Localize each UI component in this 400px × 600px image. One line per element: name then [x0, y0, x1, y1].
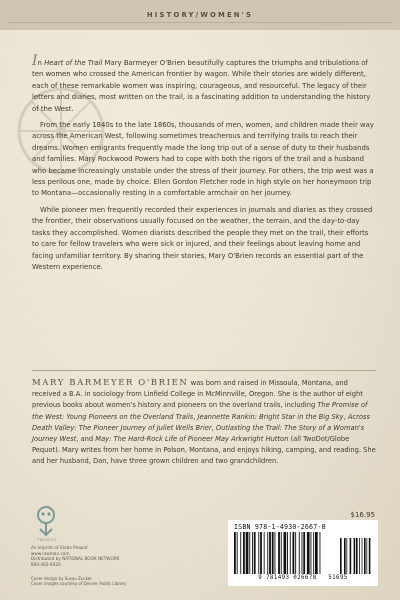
author-bio: MARY BARMEYER O'BRIEN was born and raised in Missoula, Montana, and received a B.A. in sociology from Linfield College in McMinnville, Oregon. She is the author of eight previous books about women's history and pioneers on the overland trails, including The Promise of the West: Young Pioneers on the Overland Trails, Jeannette Rankin: Bright Star in the Big Sky, Across Death Valley: The Pioneer Journey of Juliet Wells Brier, Outlasting the Trail: The Story of a Woman's Journey West, and May: The Hard-Rock Life of Pioneer May Arkwright Hutton (all TwoDot/Globe Pequot). Mary writes from her home in Polson, Montana, and enjoys hiking, camping, and reading. She and her husband, Dan, have three grown children and two grandchildren.	[32, 378, 376, 466]
barcode-bar	[258, 532, 259, 574]
isbn-barcode	[228, 520, 378, 586]
previous-book-title: May: The Hard-Rock Life of Pioneer May Arkwright Hutton	[95, 435, 289, 444]
barcode-bar	[264, 532, 265, 574]
previous-book-title: Across Death Valley: The Pioneer Journey of Juliet Wells Brier	[32, 412, 370, 432]
barcode-bar	[243, 532, 245, 574]
barcode-addon-bar	[359, 538, 360, 574]
barcode-bar	[249, 532, 250, 574]
category-label: HISTORY/WOMEN'S	[146, 11, 254, 19]
barcode-bar	[287, 532, 288, 574]
barcode-addon-bar	[362, 538, 363, 574]
barcode-bar	[281, 532, 282, 574]
drop-cap: I	[32, 53, 38, 69]
blurb-paragraph-1: In Heart of the Trail Mary Barmeyer O'Brien beautifully captures the triumphs and tribulations of ten women who crossed the American frontier by wagon. While their stories are widely different, each of these remarkable women was inspiring, courageous, and resourceful. The legacy of their letters and diaries, most written on the trail, is a fascinating addition to understanding the history of the West.	[32, 53, 371, 113]
description-blurb	[32, 53, 376, 278]
previous-book-title: Outlasting the Trail: The Story of a Woman's Journey West	[32, 423, 365, 444]
barcode-bar	[234, 532, 236, 574]
barcode-digits: 9 781493 026678 51695	[258, 575, 348, 581]
barcode-bar	[299, 532, 300, 574]
section-divider	[32, 370, 376, 371]
barcode-bar	[307, 532, 310, 574]
barcode-bar	[302, 532, 303, 574]
barcode-addon-bar	[354, 538, 356, 574]
barcode-bar	[252, 532, 253, 574]
barcode-addon-bar	[346, 538, 347, 574]
barcode-addon-bar	[369, 538, 371, 574]
barcode-bar	[272, 532, 274, 574]
blurb-paragraph-3: While pioneer men frequently recorded their experiences in journals and diaries as they crossed the frontier, their observations usually focused on the weather, the terrain, and the day-to-day tasks they accomplished. Women diarists described the people they met on the trail, their efforts to care for fellow travelers who were sick or injured, and their feelings about leaving home and facing unfamiliar territory. By sharing their stories, Mary O'Brien records an essential part of the Western experience.	[32, 205, 373, 271]
barcode-addon-bar	[350, 538, 352, 574]
barcode-bar	[295, 532, 296, 574]
book-title: Heart of the Trail	[44, 59, 103, 67]
twodot-logo-icon	[31, 504, 61, 542]
barcode-addon-bar	[366, 538, 367, 574]
cover-credits: Cover design by Susan Zucker Cover images courtesy of Denver Public Library	[31, 576, 127, 587]
previous-book-title: Jeannette Rankin: Bright Star in the Big Sky	[197, 412, 344, 421]
logo-wordmark: TWODOT	[37, 538, 57, 542]
barcode-bar	[240, 532, 241, 574]
barcode-bar	[293, 532, 295, 574]
barcode-bar	[313, 532, 314, 574]
barcode-bar	[311, 532, 312, 574]
barcode-bar	[237, 532, 238, 574]
isbn-number: ISBN 978-1-4930-2667-8	[234, 523, 326, 531]
blurb-paragraph-2: From the early 1840s to the late 1860s, thousands of men, women, and children made their way across the American West, following sometimes treacherous and terrifying trails to reach their dreams. Women emigrants frequently made the long trip out of a sense of duty to their husbands and families. Mary Rockwood Powers had to cope with both the rigors of the trail and a husband who became increasingly unstable under the stress of their journey. For others, the trip west was a less perilous one, made by choice. Ellen Gordon Fletcher rode in high style on her honeymoon trip to Montana—occasionally resting in a comfortable armchair on her journey.	[32, 121, 374, 198]
barcode-bar	[267, 532, 268, 574]
barcode-addon-bar	[356, 538, 358, 574]
barcode-bars	[234, 532, 372, 574]
barcode-bar	[320, 532, 321, 574]
barcode-addon-bar	[340, 538, 342, 574]
barcode-addon-bar	[344, 538, 346, 574]
barcode-bar	[260, 532, 262, 574]
barcode-bar	[278, 532, 280, 574]
barcode-bar	[315, 532, 318, 574]
publisher-info: An imprint of Globe Pequot www.rowman.com Distributed by NATIONAL BOOK NETWORK 800-462-6420	[31, 545, 120, 567]
barcode-bar	[303, 532, 305, 574]
barcode-bar	[246, 532, 249, 574]
top-rule	[8, 22, 392, 23]
author-name: MARY BARMEYER O'BRIEN	[32, 378, 189, 388]
barcode-bar	[254, 532, 256, 574]
barcode-bar	[275, 532, 276, 574]
previous-book-title: The Promise of the West: Young Pioneers on the Overland Trails	[32, 401, 368, 421]
price-label: $16.95	[350, 511, 375, 519]
barcode-bar	[290, 532, 291, 574]
barcode-bar	[284, 532, 287, 574]
barcode-addon-bar	[364, 538, 366, 574]
barcode-bar	[269, 532, 271, 574]
